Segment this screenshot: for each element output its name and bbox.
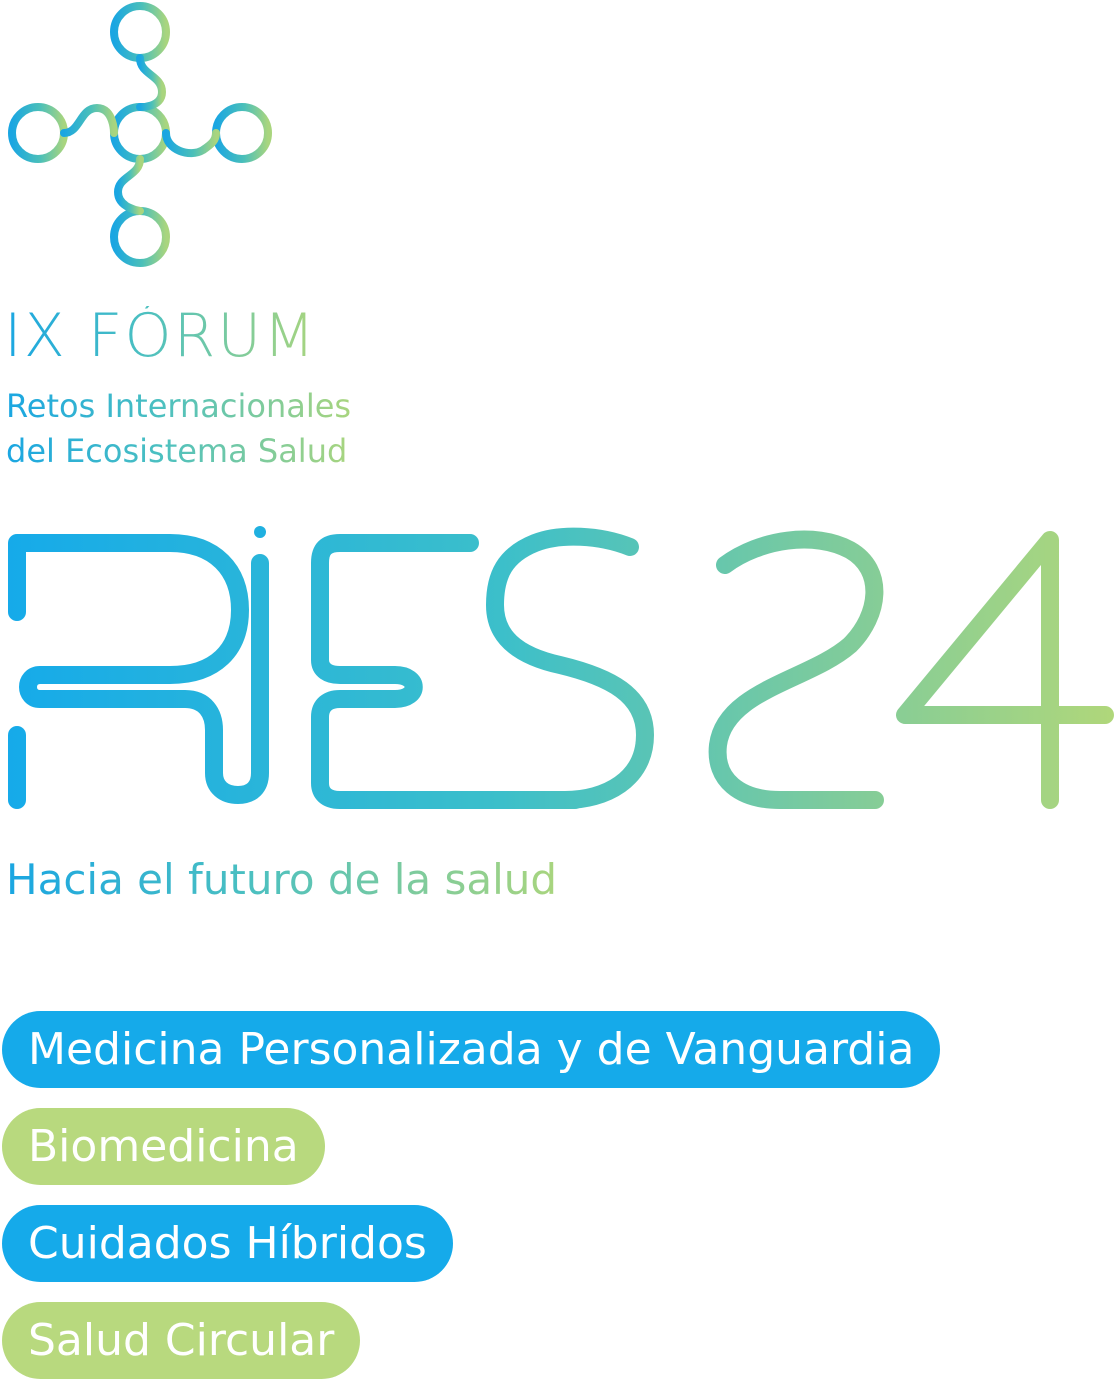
topic-pill-medicina-personalizada[interactable]: Medicina Personalizada y de Vanguardia <box>2 1011 940 1088</box>
forum-subtitle <box>6 384 351 474</box>
topic-pill-cuidados-hibridos[interactable]: Cuidados Híbridos <box>2 1205 453 1282</box>
topic-pill-biomedicina[interactable]: Biomedicina <box>2 1108 325 1185</box>
forum-subtitle-line2: del Ecosistema Salud <box>6 432 348 470</box>
forum-title: IX FÓRUM <box>4 301 317 371</box>
molecule-cross-icon <box>0 0 290 280</box>
ries24-wordmark <box>0 515 1115 815</box>
tagline: Hacia el futuro de la salud <box>6 855 558 904</box>
topic-pill-salud-circular[interactable]: Salud Circular <box>2 1302 360 1379</box>
forum-subtitle-line1: Retos Internacionales <box>6 387 352 425</box>
